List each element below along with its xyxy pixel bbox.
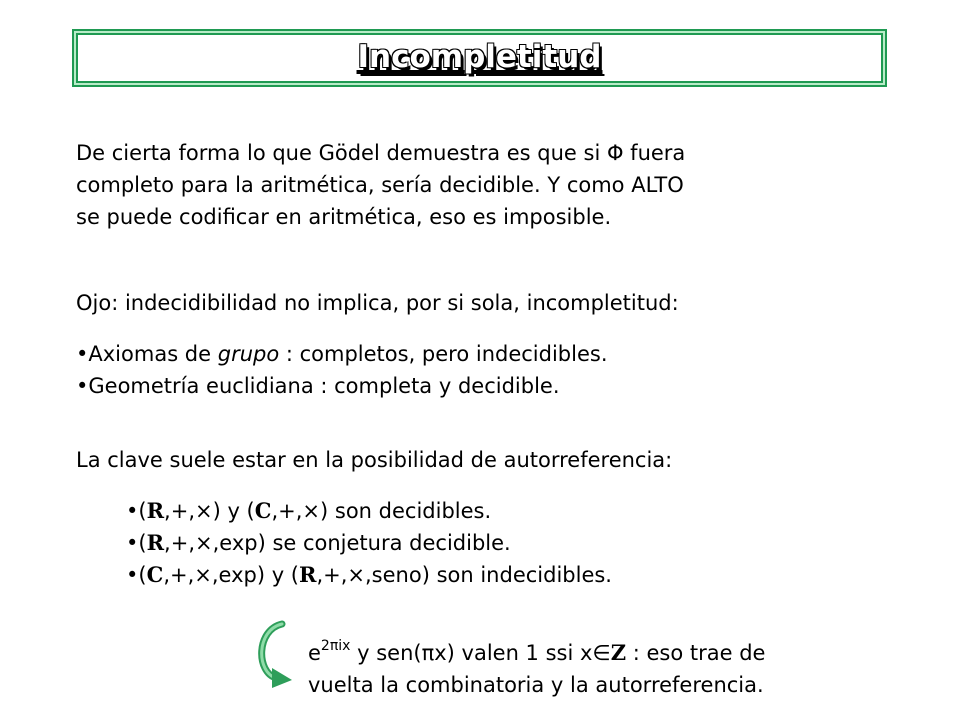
title-frame xyxy=(72,29,887,87)
intro-line-2: completo para la aritmética, sería decidible. Y como ALTO xyxy=(76,173,684,197)
intro-line-3: se puede codificar en aritmética, eso es imposible. xyxy=(76,205,612,229)
structure-line-2: •(R,+,×,exp) se conjetura decidible. xyxy=(126,530,511,555)
structures-list xyxy=(126,495,612,591)
conclusion-line-2: vuelta la combinatoria y la autorreferencia. xyxy=(308,673,764,697)
grupo-emphasis: grupo xyxy=(217,342,280,366)
bullet-grupo: •Axiomas de grupo : completos, pero indecidibles. xyxy=(76,342,608,366)
ojo-statement: Ojo: indecidibilidad no implica, por si sola, incompletitud: xyxy=(76,291,679,315)
structure-line-3: •(C,+,×,exp) y (R,+,×,seno) son indecidibles. xyxy=(126,562,612,587)
bullet-geometria: •Geometría euclidiana : completa y decidible. xyxy=(76,374,560,398)
bullet-list xyxy=(76,338,608,402)
curved-arrow-icon xyxy=(252,616,296,690)
intro-line-1: De cierta forma lo que Gödel demuestra es que si Φ fuera xyxy=(76,141,686,165)
structure-line-1: •(R,+,×) y (C,+,×) son decidibles. xyxy=(126,498,492,523)
slide-title: Incompletitud xyxy=(357,39,602,75)
conclusion-text xyxy=(308,630,765,701)
clave-statement: La clave suele estar en la posibilidad de autorreferencia: xyxy=(76,448,673,472)
intro-paragraph xyxy=(76,137,685,233)
conclusion-line-1: $e^{2\pi ix}$ y sen(πx) valen 1 ssi x∈Z : eso trae de xyxy=(308,638,766,665)
